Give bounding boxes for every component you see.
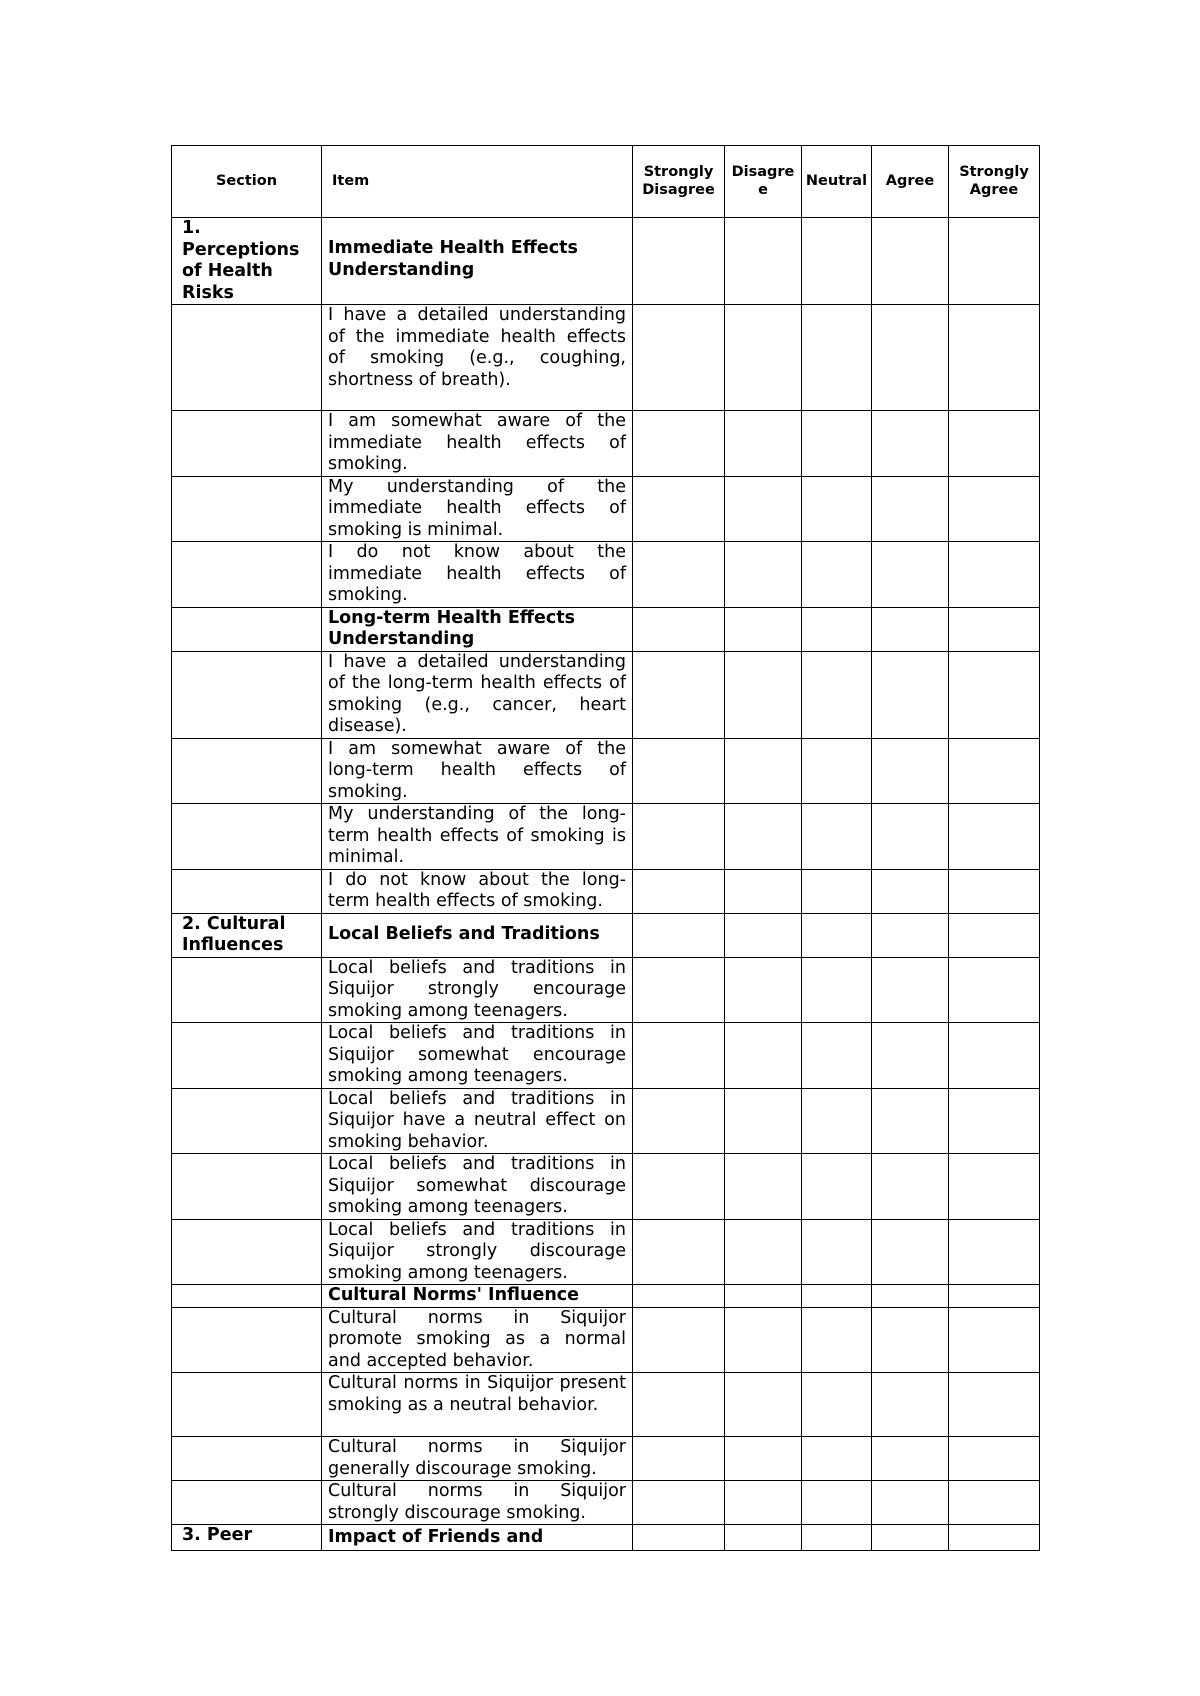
rating-neutral-cell[interactable] [802, 476, 872, 542]
rating-neutral-cell[interactable] [802, 869, 872, 913]
rating-agree-cell[interactable] [872, 1154, 949, 1220]
rating-disagree-cell[interactable] [725, 607, 802, 651]
rating-neutral-cell[interactable] [802, 607, 872, 651]
rating-strongly-agree-cell[interactable] [949, 651, 1040, 738]
section-cell [172, 1481, 322, 1525]
table-row [172, 804, 1040, 870]
rating-agree-cell[interactable] [872, 1285, 949, 1308]
section-cell [172, 1088, 322, 1154]
rating-neutral-cell[interactable] [802, 1373, 872, 1437]
survey-table [171, 145, 1040, 1551]
survey-body [172, 218, 1040, 1551]
rating-strongly-agree-cell[interactable] [949, 1154, 1040, 1220]
rating-neutral-cell[interactable] [802, 651, 872, 738]
rating-disagree-cell[interactable] [725, 305, 802, 411]
rating-strongly-disagree-cell[interactable] [633, 1154, 725, 1220]
rating-neutral-cell[interactable] [802, 1285, 872, 1308]
rating-neutral-cell[interactable] [802, 218, 872, 305]
rating-disagree-cell[interactable] [725, 1373, 802, 1437]
header-row [172, 146, 1040, 218]
rating-strongly-agree-cell[interactable] [949, 738, 1040, 804]
table-row [172, 869, 1040, 913]
section-cell [172, 1373, 322, 1437]
rating-agree-cell[interactable] [872, 869, 949, 913]
rating-neutral-cell[interactable] [802, 305, 872, 411]
rating-neutral-cell[interactable] [802, 1023, 872, 1089]
section-cell [172, 1154, 322, 1220]
rating-disagree-cell[interactable] [725, 804, 802, 870]
rating-agree-cell[interactable] [872, 607, 949, 651]
item-statement: I am somewhat aware of the long-term health effects of smoking. [322, 738, 633, 804]
rating-strongly-agree-cell[interactable] [949, 957, 1040, 1023]
rating-neutral-cell[interactable] [802, 1481, 872, 1525]
item-subheading: Impact of Friends and [322, 1525, 633, 1551]
rating-neutral-cell[interactable] [802, 1219, 872, 1285]
section-cell [172, 1285, 322, 1308]
rating-strongly-disagree-cell[interactable] [633, 607, 725, 651]
item-statement: My understanding of the immediate health effects of smoking is minimal. [322, 476, 633, 542]
section-cell [172, 804, 322, 870]
rating-neutral-cell[interactable] [802, 411, 872, 477]
section-cell [172, 957, 322, 1023]
rating-agree-cell[interactable] [872, 1219, 949, 1285]
rating-strongly-agree-cell[interactable] [949, 913, 1040, 957]
rating-disagree-cell[interactable] [725, 1023, 802, 1089]
section-cell [172, 1023, 322, 1089]
table-row [172, 411, 1040, 477]
rating-disagree-cell[interactable] [725, 1481, 802, 1525]
rating-agree-cell[interactable] [872, 913, 949, 957]
table-row [172, 1307, 1040, 1373]
rating-disagree-cell[interactable] [725, 738, 802, 804]
table-row [172, 1437, 1040, 1481]
rating-strongly-agree-cell[interactable] [949, 476, 1040, 542]
rating-disagree-cell[interactable] [725, 1525, 802, 1551]
section-cell: 3. Peer [172, 1525, 322, 1551]
rating-strongly-agree-cell[interactable] [949, 804, 1040, 870]
section-cell [172, 1219, 322, 1285]
rating-strongly-agree-cell[interactable] [949, 1285, 1040, 1308]
rating-strongly-disagree-cell[interactable] [633, 1373, 725, 1437]
item-statement: Cultural norms in Siquijor strongly discourage smoking. [322, 1481, 633, 1525]
item-statement: I have a detailed understanding of the immediate health effects of smoking (e.g., coughing, shortness of breath). [322, 305, 633, 411]
rating-disagree-cell[interactable] [725, 1219, 802, 1285]
rating-strongly-agree-cell[interactable] [949, 1088, 1040, 1154]
rating-neutral-cell[interactable] [802, 1307, 872, 1373]
table-row [172, 913, 1040, 957]
rating-agree-cell[interactable] [872, 1437, 949, 1481]
rating-strongly-disagree-cell[interactable] [633, 1023, 725, 1089]
item-statement: Local beliefs and traditions in Siquijor somewhat encourage smoking among teenagers. [322, 1023, 633, 1089]
table-row [172, 218, 1040, 305]
rating-neutral-cell[interactable] [802, 1525, 872, 1551]
rating-disagree-cell[interactable] [725, 957, 802, 1023]
rating-agree-cell[interactable] [872, 1525, 949, 1551]
rating-strongly-agree-cell[interactable] [949, 305, 1040, 411]
rating-neutral-cell[interactable] [802, 1088, 872, 1154]
rating-strongly-disagree-cell[interactable] [633, 1481, 725, 1525]
rating-agree-cell[interactable] [872, 305, 949, 411]
item-statement: My understanding of the long-term health effects of smoking is minimal. [322, 804, 633, 870]
table-row [172, 1023, 1040, 1089]
table-row [172, 957, 1040, 1023]
section-cell [172, 869, 322, 913]
item-subheading: Cultural Norms' Influence [322, 1285, 633, 1308]
rating-disagree-cell[interactable] [725, 1285, 802, 1308]
rating-strongly-disagree-cell[interactable] [633, 1088, 725, 1154]
header-strongly-agree: Strongly Agree [949, 146, 1040, 218]
header-item: Item [322, 146, 633, 218]
section-cell [172, 1307, 322, 1373]
rating-strongly-disagree-cell[interactable] [633, 1307, 725, 1373]
rating-agree-cell[interactable] [872, 738, 949, 804]
rating-strongly-disagree-cell[interactable] [633, 804, 725, 870]
rating-strongly-agree-cell[interactable] [949, 1437, 1040, 1481]
rating-strongly-agree-cell[interactable] [949, 1307, 1040, 1373]
rating-disagree-cell[interactable] [725, 1088, 802, 1154]
rating-strongly-disagree-cell[interactable] [633, 476, 725, 542]
rating-strongly-disagree-cell[interactable] [633, 542, 725, 608]
rating-agree-cell[interactable] [872, 957, 949, 1023]
item-statement: Local beliefs and traditions in Siquijor strongly encourage smoking among teenagers. [322, 957, 633, 1023]
item-subheading: Local Beliefs and Traditions [322, 913, 633, 957]
rating-strongly-disagree-cell[interactable] [633, 957, 725, 1023]
rating-strongly-agree-cell[interactable] [949, 607, 1040, 651]
rating-strongly-agree-cell[interactable] [949, 542, 1040, 608]
rating-disagree-cell[interactable] [725, 411, 802, 477]
rating-strongly-agree-cell[interactable] [949, 1023, 1040, 1089]
header-section: Section [172, 146, 322, 218]
rating-agree-cell[interactable] [872, 1307, 949, 1373]
rating-neutral-cell[interactable] [802, 1154, 872, 1220]
section-cell [172, 607, 322, 651]
rating-neutral-cell[interactable] [802, 804, 872, 870]
section-cell [172, 476, 322, 542]
rating-strongly-agree-cell[interactable] [949, 1525, 1040, 1551]
rating-agree-cell[interactable] [872, 1088, 949, 1154]
rating-neutral-cell[interactable] [802, 738, 872, 804]
header-disagree: Disagree [725, 146, 802, 218]
rating-strongly-disagree-cell[interactable] [633, 651, 725, 738]
rating-strongly-disagree-cell[interactable] [633, 913, 725, 957]
item-subheading: Immediate Health Effects Understanding [322, 218, 633, 305]
header-agree: Agree [872, 146, 949, 218]
rating-agree-cell[interactable] [872, 651, 949, 738]
header-neutral: Neutral [802, 146, 872, 218]
table-row [172, 1285, 1040, 1308]
item-statement: I am somewhat aware of the immediate health effects of smoking. [322, 411, 633, 477]
rating-strongly-agree-cell[interactable] [949, 1219, 1040, 1285]
item-statement: Cultural norms in Siquijor present smoking as a neutral behavior. [322, 1373, 633, 1437]
section-cell [172, 411, 322, 477]
rating-agree-cell[interactable] [872, 1481, 949, 1525]
rating-neutral-cell[interactable] [802, 542, 872, 608]
rating-strongly-disagree-cell[interactable] [633, 411, 725, 477]
section-cell [172, 305, 322, 411]
rating-agree-cell[interactable] [872, 1373, 949, 1437]
rating-strongly-disagree-cell[interactable] [633, 1285, 725, 1308]
rating-agree-cell[interactable] [872, 1023, 949, 1089]
rating-agree-cell[interactable] [872, 476, 949, 542]
rating-disagree-cell[interactable] [725, 869, 802, 913]
rating-strongly-disagree-cell[interactable] [633, 869, 725, 913]
rating-strongly-agree-cell[interactable] [949, 218, 1040, 305]
rating-strongly-disagree-cell[interactable] [633, 738, 725, 804]
table-row [172, 651, 1040, 738]
table-row [172, 542, 1040, 608]
item-statement: I have a detailed understanding of the long-term health effects of smoking (e.g., cancer, heart disease). [322, 651, 633, 738]
table-row [172, 607, 1040, 651]
rating-disagree-cell[interactable] [725, 651, 802, 738]
table-row [172, 1219, 1040, 1285]
rating-strongly-disagree-cell[interactable] [633, 1525, 725, 1551]
item-statement: Cultural norms in Siquijor promote smoking as a normal and accepted behavior. [322, 1307, 633, 1373]
table-row [172, 1088, 1040, 1154]
item-subheading: Long-term Health Effects Understanding [322, 607, 633, 651]
rating-disagree-cell[interactable] [725, 542, 802, 608]
rating-neutral-cell[interactable] [802, 1437, 872, 1481]
rating-strongly-disagree-cell[interactable] [633, 305, 725, 411]
rating-strongly-agree-cell[interactable] [949, 869, 1040, 913]
table-row [172, 738, 1040, 804]
item-statement: I do not know about the immediate health effects of smoking. [322, 542, 633, 608]
table-row [172, 1154, 1040, 1220]
rating-strongly-agree-cell[interactable] [949, 411, 1040, 477]
rating-disagree-cell[interactable] [725, 1307, 802, 1373]
table-row [172, 305, 1040, 411]
rating-strongly-agree-cell[interactable] [949, 1373, 1040, 1437]
rating-strongly-disagree-cell[interactable] [633, 1437, 725, 1481]
rating-agree-cell[interactable] [872, 218, 949, 305]
section-cell [172, 738, 322, 804]
rating-neutral-cell[interactable] [802, 913, 872, 957]
rating-disagree-cell[interactable] [725, 218, 802, 305]
section-cell: 1. Perceptions of Health Risks [172, 218, 322, 305]
section-cell [172, 651, 322, 738]
table-row [172, 1481, 1040, 1525]
rating-agree-cell[interactable] [872, 411, 949, 477]
rating-disagree-cell[interactable] [725, 1437, 802, 1481]
item-statement: Cultural norms in Siquijor generally discourage smoking. [322, 1437, 633, 1481]
rating-neutral-cell[interactable] [802, 957, 872, 1023]
rating-disagree-cell[interactable] [725, 1154, 802, 1220]
rating-agree-cell[interactable] [872, 804, 949, 870]
rating-disagree-cell[interactable] [725, 913, 802, 957]
item-statement: Local beliefs and traditions in Siquijor have a neutral effect on smoking behavior. [322, 1088, 633, 1154]
table-row [172, 1373, 1040, 1437]
item-statement: Local beliefs and traditions in Siquijor somewhat discourage smoking among teenagers. [322, 1154, 633, 1220]
rating-disagree-cell[interactable] [725, 476, 802, 542]
table-row [172, 1525, 1040, 1551]
section-cell [172, 1437, 322, 1481]
rating-strongly-disagree-cell[interactable] [633, 218, 725, 305]
item-statement: Local beliefs and traditions in Siquijor strongly discourage smoking among teenagers. [322, 1219, 633, 1285]
header-strongly-disagree: Strongly Disagree [633, 146, 725, 218]
rating-strongly-disagree-cell[interactable] [633, 1219, 725, 1285]
section-cell: 2. Cultural Influences [172, 913, 322, 957]
rating-agree-cell[interactable] [872, 542, 949, 608]
item-statement: I do not know about the long-term health effects of smoking. [322, 869, 633, 913]
rating-strongly-agree-cell[interactable] [949, 1481, 1040, 1525]
section-cell [172, 542, 322, 608]
table-row [172, 476, 1040, 542]
